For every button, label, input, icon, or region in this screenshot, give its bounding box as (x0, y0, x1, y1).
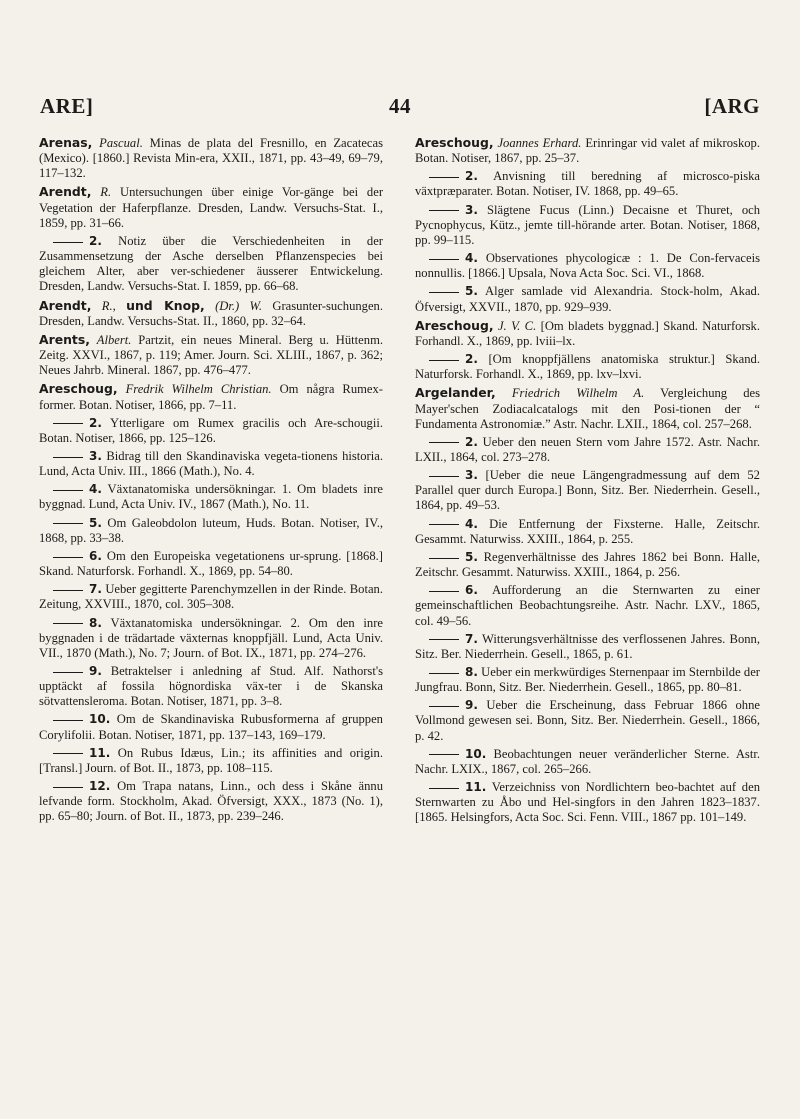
entry-number: 2. (465, 434, 478, 449)
author-given-name: Fredrik Wilhelm Christian. (125, 382, 272, 397)
author-given-name: J. V. C. (497, 318, 537, 333)
ditto-dash (429, 673, 459, 674)
entry-text: Om Galeobdolon luteum, Huds. Botan. Notiser, IV., 1868, pp. 33–38. (39, 515, 383, 545)
sub-entry (39, 549, 383, 579)
author-entry (39, 135, 383, 181)
author-given-name: R., (101, 298, 116, 313)
entry-text: Om den Europeiska vegetationens ur-sprung. [1868.] Skand. Naturforsk. Forhandl. X., 1869, pp. 54–80. (39, 548, 383, 579)
header-right: [ARG (704, 94, 760, 118)
entry-text: Ueber den neuen Stern vom Jahre 1572. Astr. Nachr. LXII., 1864, col. 273–278. (415, 434, 760, 464)
ditto-dash (53, 672, 83, 673)
entry-text: Om några Rumex-former. Botan. Notiser, 1866, pp. 7–11. (39, 382, 383, 412)
ditto-dash (53, 623, 83, 624)
entry-number: 6. (465, 583, 478, 598)
entry-text: Observationes phycologicæ : 1. De Con-fervaceis nonnullis. [1866.] Upsala, Nova Acta Soc. Sci. VI., 1868. (415, 251, 760, 281)
ditto-dash (53, 787, 83, 788)
ditto-dash (429, 360, 459, 361)
ditto-dash (53, 523, 83, 524)
entry-text: Om Trapa natans, Linn., och dess i Skåne ännu lefvande form. Stockholm, Akad. Öfversigt, XXX., 1873 (No. 1), pp. 65–80; Journ. of Bot. II., 1873, pp. 239–246. (39, 779, 383, 824)
entry-text: Alger samlade vid Alexandria. Stock-holm, Akad. Öfversigt, XXVII., 1870, pp. 929–939. (415, 284, 760, 314)
entry-number: 9. (465, 698, 478, 713)
ditto-dash (429, 476, 459, 477)
sub-entry (39, 482, 383, 512)
entry-number: 2. (89, 233, 102, 248)
entry-number: 7. (465, 631, 478, 646)
entry-number: 8. (89, 615, 102, 630)
entry-text: Vergleichung des Mayer'schen Zodiacalcatalogs mit den Posi-tionen der “ Fundamenta Astronomiæ.” Astr. Nachr. LXII., 1864, col. 257–268. (415, 386, 761, 431)
author-given-name: Pascual. (99, 136, 143, 150)
entry-number: 10. (89, 712, 111, 727)
entry-text: Witterungsverhältnisse des verflossenen Jahres. Bonn, Sitz. Ber. Niederrhein. Gesell., 1865, p. 61. (415, 631, 760, 661)
author-entry (415, 135, 760, 166)
entry-number: 2. (465, 352, 478, 367)
sub-entry (415, 169, 760, 199)
sub-entry (415, 747, 760, 777)
entry-number: 9. (89, 664, 102, 678)
entry-text: Bidrag till den Skandinaviska vegeta-tionens historia. Lund, Acta Univ. III., 1866 (Math.), No. 4. (39, 448, 383, 479)
entry-text: [Ueber die neue Längengradmessung auf dem 52 Parallel quer durch Europa.] Bonn, Sitz. Ber. Niederrhein. Gesell., 1864, pp. 49–53. (415, 468, 760, 513)
ditto-dash (53, 457, 83, 458)
entry-number: 3. (89, 448, 102, 463)
sub-entry (415, 698, 760, 743)
author-entry (415, 385, 760, 431)
ditto-dash (429, 177, 459, 178)
entry-text: Ueber ein merkwürdiges Sternenpaar im Sternbilde der Jungfrau. Bonn, Sitz. Ber. Niederrhein. Gesell., 1865, pp. 80–81. (415, 665, 760, 695)
entry-number: 12. (89, 779, 111, 794)
ditto-dash (429, 788, 459, 789)
entry-text: Anvisning till beredning af microsco-piska växtpræparater. Botan. Notiser, IV. 1868, pp. 49–65. (415, 169, 760, 199)
author-name: Arents, (39, 331, 90, 347)
author-name: Areschoug, (415, 317, 494, 333)
ditto-dash (429, 292, 459, 293)
entry-text: Om de Skandinaviska Rubusformerna af gruppen Corylifolii. Botan. Notiser, 1871, pp. 137–143, 169–179. (39, 712, 383, 742)
ditto-dash (429, 754, 459, 755)
ditto-dash (53, 590, 83, 591)
author-name: Areschoug, (415, 135, 494, 150)
sub-entry (39, 616, 383, 661)
entry-number: 6. (89, 548, 102, 563)
sub-entry (39, 516, 383, 546)
ditto-dash (53, 490, 83, 491)
ditto-dash (429, 210, 459, 211)
entry-number: 10. (465, 746, 487, 761)
entry-text: Slägtene Fucus (Linn.) Decaisne et Thuret, och Pycnophycus, Kütz., jemte till-hörande arter. Botan. Notiser, 1868, pp. 99–115. (415, 202, 760, 247)
ditto-dash (53, 753, 83, 754)
author-given-name: Albert. (96, 332, 132, 347)
ditto-dash (53, 242, 83, 243)
sub-entry (415, 251, 760, 281)
sub-entry (39, 416, 383, 446)
sub-entry (39, 664, 383, 709)
author-name: Arenas, (39, 135, 93, 150)
entry-text: Växtanatomiska undersökningar. 2. Om den inre byggnaden i de trädartade växternas knoppfjäll. Lund, Acta Univ. VII., 1870 (Math.), No. 7; Journ. of Bot. IX., 1871, pp. 274–276. (39, 615, 383, 660)
entry-text: Grasunter-suchungen. Dresden, Landw. Versuchs-Stat. II., 1860, pp. 32–64. (39, 298, 383, 328)
author-entry (39, 298, 383, 329)
sub-entry (39, 234, 383, 295)
entry-text: Untersuchungen über einige Vor-gänge bei der Vegetation der Haferpflanze. Dresden, Landw. Versuchs-Stat. I., 1859, pp. 31–66. (39, 185, 384, 230)
ditto-dash (429, 706, 459, 707)
ditto-dash (53, 557, 83, 558)
sub-entry (415, 284, 760, 314)
author-name: Arendt, (39, 184, 92, 200)
author-given-name: Joannes Erhard. (497, 136, 582, 150)
entry-text: Erinringar vid valet af mikroskop. Botan. Notiser, 1867, pp. 25–37. (415, 136, 760, 166)
sub-entry (415, 632, 760, 662)
entry-text: Minas de plata del Fresnillo, en Zacatecas (Mexico). [1860.] Revista Min-era, XXII., 1871, pp. 43–49, 69–79, 117–132. (39, 136, 383, 181)
ditto-dash (429, 591, 459, 592)
ditto-dash (429, 524, 459, 525)
coauthor-given-name: (Dr.) W. (215, 298, 263, 313)
entry-number: 11. (465, 780, 487, 795)
sub-entry (39, 779, 383, 824)
sub-entry (39, 712, 383, 742)
entry-number: 4. (465, 251, 478, 266)
entry-number: 5. (465, 549, 478, 564)
entry-number: 4. (465, 516, 478, 531)
entry-text: Växtanatomiska undersökningar. 1. Om bladets inre byggnad. Lund, Acta Univ. IV., 1867 (Math.), No. 11. (39, 482, 383, 512)
entry-text: Ytterligare om Rumex gracilis och Are-schougii. Botan. Notiser, 1866, pp. 125–126. (39, 415, 383, 445)
entry-number: 4. (89, 482, 102, 497)
sub-entry (415, 583, 760, 628)
sub-entry (415, 665, 760, 695)
sub-entry (415, 352, 760, 382)
entry-text: Betraktelser i anledning af Stud. Alf. Nathorst's upptäckt af fossila högnordiska väx-ter i de Skanska sötvattensleroma. Botan. Notiser, 1871, pp. 3–8. (39, 664, 384, 709)
ditto-dash (429, 558, 459, 559)
author-entry (415, 318, 760, 349)
sub-entry (415, 780, 760, 825)
sub-entry (415, 550, 760, 580)
entry-text: On Rubus Idæus, Lin.; its affinities and origin. [Transl.] Journ. of Bot. II., 1873, pp. 108–115. (39, 745, 383, 775)
left-column (39, 135, 383, 828)
entry-text: [Om bladets byggnad.] Skand. Naturforsk. Forhandl. X., 1869, pp. lviii–lx. (415, 318, 760, 348)
running-header (40, 94, 760, 118)
entry-number: 7. (89, 582, 102, 597)
page-number: 44 (389, 94, 411, 118)
entry-text: Partzit, ein neues Mineral. Berg u. Hüttenm. Zeitg. XXVI., 1867, p. 119; Amer. Journ. Sci. XLIII., 1867, p. 362; Neues Jahrb. Mineral. 1867, pp. 476–477. (39, 332, 384, 378)
sub-entry (415, 517, 760, 547)
entry-text: Beobachtungen neuer veränderlicher Sterne. Astr. Nachr. LXIX., 1867, col. 265–266. (415, 746, 760, 776)
ditto-dash (53, 423, 83, 424)
author-name: Areschoug, (39, 381, 118, 397)
sub-entry (415, 468, 760, 513)
entry-number: 5. (89, 515, 102, 530)
author-entry (39, 332, 383, 378)
entry-number: 8. (465, 665, 478, 679)
sub-entry (39, 449, 383, 479)
header-left: ARE] (40, 94, 94, 118)
entry-number: 3. (465, 202, 478, 217)
entry-text: Notiz über die Verschiedenheiten in der Zusammensetzung der Asche derselben Pflanzenspecies bei gleichem Alter, aber ver-schiedener äusserer Entwickelung. Dresden, Landw. Versuchs-Stat. I. 1859, pp. 66–68. (39, 233, 383, 294)
entry-text: [Om knoppfjällens anatomiska struktur.] Skand. Naturforsk. Forhandl. X., 1869, pp. lxv–lxvi. (415, 352, 760, 382)
author-given-name: Friedrich Wilhelm A. (511, 386, 645, 401)
sub-entry (39, 582, 383, 612)
entry-text: Die Entfernung der Fixsterne. Halle, Zeitschr. Gesammt. Naturwiss. XXIII., 1864, p. 255. (415, 516, 760, 546)
entry-number: 3. (465, 468, 478, 483)
entry-number: 11. (89, 745, 111, 760)
sub-entry (39, 746, 383, 776)
entry-number: 2. (465, 169, 478, 184)
sub-entry (415, 435, 760, 465)
ditto-dash (429, 442, 459, 443)
ditto-dash (429, 639, 459, 640)
entry-text: Aufforderung an die Sternwarten zu einer gemeinschaftlichen Beobachtungsreihe. Astr. Nachr. LXV., 1865, col. 49–56. (415, 583, 760, 628)
author-name: Arendt, (39, 297, 92, 313)
ditto-dash (53, 720, 83, 721)
entry-number: 5. (465, 284, 478, 299)
sub-entry (415, 203, 760, 248)
ditto-dash (429, 259, 459, 260)
author-entry (39, 381, 383, 412)
right-column (415, 135, 760, 829)
entry-text: Ueber gegitterte Parenchymzellen in der Rinde. Botan. Zeitung, XXVIII., 1870, col. 305–308. (39, 582, 383, 612)
entry-text: Verzeichniss von Nordlichtern beo-bachtet auf den Sternwarten zu Åbo und Hel-singfors in den Jahren 1823–1837. [1865. Helsingfors, Acta Soc. Sci. Fenn. VIII., 1867 pp. 101–149. (415, 780, 760, 825)
author-entry (39, 184, 383, 230)
author-name: Argelander, (415, 385, 496, 401)
coauthor-name: und Knop, (126, 297, 205, 313)
entry-number: 2. (89, 415, 102, 430)
entry-text: Regenverhältnisse des Jahres 1862 bei Bonn. Halle, Zeitschr. Gesammt. Naturwiss. XXIII., 1864, p. 256. (415, 549, 760, 580)
entry-text: Ueber die Erscheinung, dass Februar 1866 ohne Vollmond gewesen sei. Bonn, Sitz. Ber. Niederrhein. Gesell., 1866, p. 42. (415, 698, 760, 743)
author-given-name: R. (100, 185, 112, 200)
